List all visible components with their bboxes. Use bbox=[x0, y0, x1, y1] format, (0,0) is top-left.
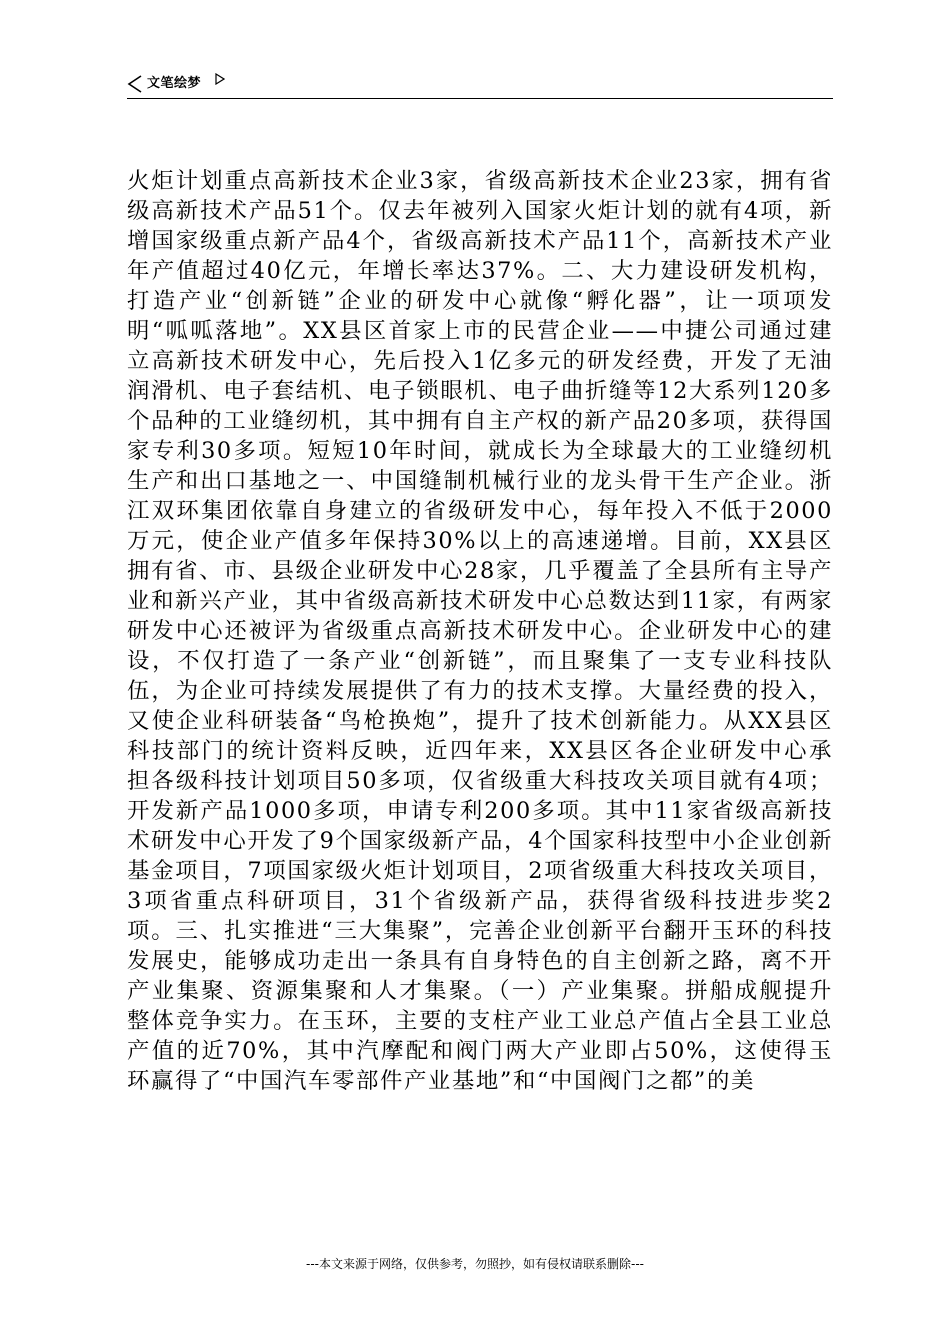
right-triangle-icon bbox=[215, 73, 225, 85]
page-header bbox=[127, 72, 833, 99]
header-title: 文笔绘梦 bbox=[147, 76, 202, 91]
left-triangle-icon bbox=[127, 75, 143, 93]
body-paragraph: 火炬计划重点高新技术企业3家，省级高新技术企业23家，拥有省级高新技术产品51个。仅去年被列入国家火炬计划的就有4项，新增国家级重点新产品4个，省级高新技术产品11个，高新技术产业年产值超过40亿元，年增长率达37%。二、大力建设研发机构，打造产业“创新链”企业的研发中心就像“孵化器”，让一项项发明“呱呱落地”。XX县区首家上市的民营企业——中捷公司通过建立高新技术研发中心，先后投入1亿多元的研发经费，开发了无油润滑机、电子套结机、电子锁眼机、电子曲折缝等12大系列120多个品种的工业缝纫机，其中拥有自主产权的新产品20多项，获得国家专利30多项。短短10年时间，就成长为全球最大的工业缝纫机生产和出口基地之一、中国缝制机械行业的龙头骨干生产企业。浙江双环集团依靠自身建立的省级研发中心，每年投入不低于2000万元，使企业产值多年保持30%以上的高速递增。目前，XX县区拥有省、市、县级企业研发中心28家，几乎覆盖了全县所有主导产业和新兴产业，其中省级高新技术研发中心总数达到11家，有两家研发中心还被评为省级重点高新技术研发中心。企业研发中心的建设，不仅打造了一条产业“创新链”，而且聚集了一支专业科技队伍，为企业可持续发展提供了有力的技术支撑。大量经费的投入，又使企业科研装备“鸟枪换炮”，提升了技术创新能力。从XX县区科技部门的统计资料反映，近四年来，XX县区各企业研发中心承担各级科技计划项目50多项，仅省级重大科技攻关项目就有4项；开发新产品1000多项，申请专利200多项。其中11家省级高新技术研发中心开发了9个国家级新产品，4个国家科技型中小企业创新基金项目，7项国家级火炬计划项目，2项省级重大科技攻关项目，3项省重点科研项目，31个省级新产品，获得省级科技进步奖2项。三、扎实推进“三大集聚”，完善企业创新平台翻开玉环的科技发展史，能够成功走出一条具有自身特色的自主创新之路，离不开产业集聚、资源集聚和人才集聚。（一）产业集聚。拼船成舰提升整体竞争实力。在玉环，主要的支柱产业工业总产值占全县工业总产值的近70%，其中汽摩配和阀门两大产业即占50%，这使得玉环赢得了“中国汽车零部件产业基地”和“中国阀门之都”的美 bbox=[127, 168, 833, 1094]
source-disclaimer: ---本文来源于网络，仅供参考，勿照抄，如有侵权请联系删除--- bbox=[306, 1257, 644, 1271]
